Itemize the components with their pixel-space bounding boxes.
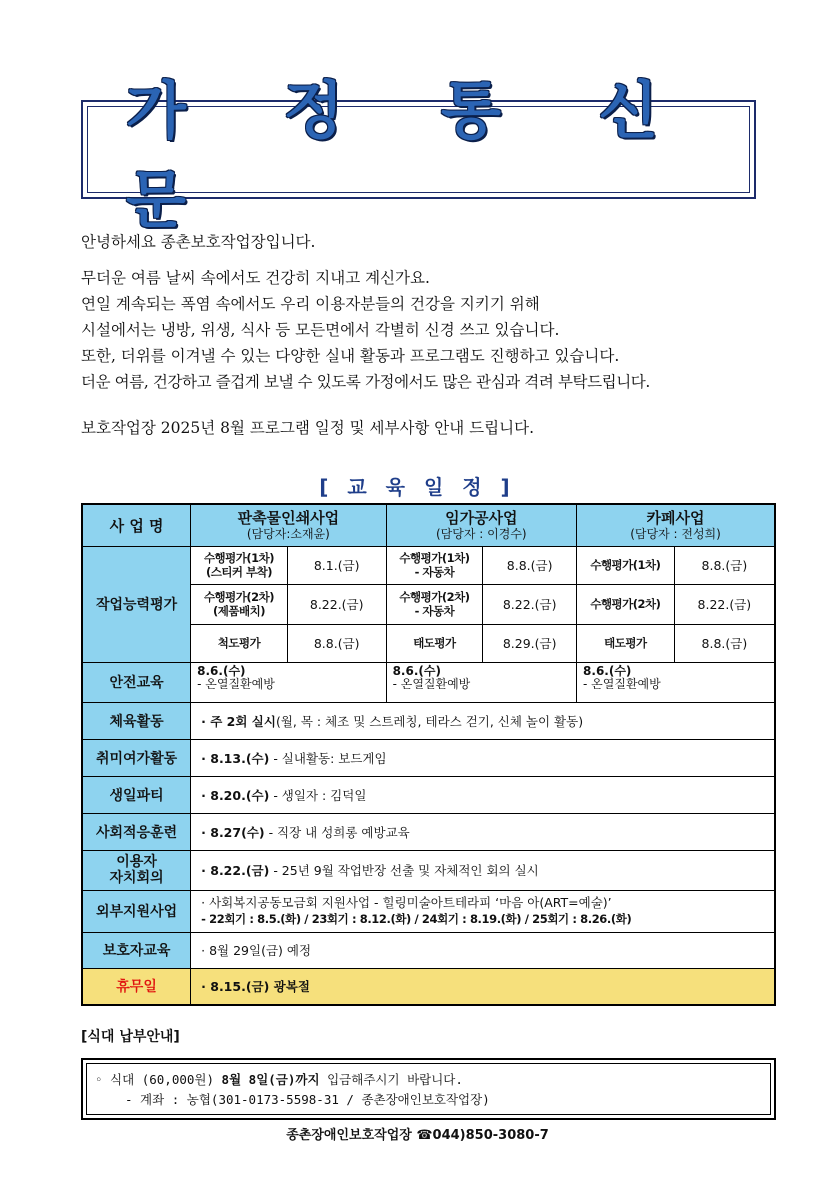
table-row <box>82 662 775 702</box>
safety-cell <box>386 662 576 702</box>
eval-name: 수행평가(1차) <box>577 546 675 584</box>
holiday-label: 휴무일 <box>82 968 191 1005</box>
column-header-cafe <box>577 504 775 546</box>
row-label: 체육활동 <box>82 702 191 739</box>
row-content: · 8.20.(수) - 생일자 : 김덕일 <box>191 776 775 813</box>
table-row <box>82 890 775 932</box>
meal-heading: [식대 납부안내] <box>81 1029 180 1045</box>
safety-date: 8.6.(수) <box>583 663 632 678</box>
eval-name: 수행평가(2차) (제품배치) <box>191 584 288 624</box>
eval-date: 8.1.(금) <box>287 546 386 584</box>
row-content: · 8.22.(금) - 25년 9월 작업반장 선출 및 자체적인 회의 실시 <box>191 850 775 890</box>
eval-label: 작업능력평가 <box>82 546 191 662</box>
guardian-content: · 8월 29일(금) 예정 <box>191 932 775 968</box>
eval-date: 8.22.(금) <box>287 584 386 624</box>
safety-desc: - 온열질환예방 <box>392 676 471 691</box>
row-content: · 8.13.(수) - 실내활동: 보드게임 <box>191 739 775 776</box>
intro-line-5: 더운 여름, 건강하고 즐겁게 보낼 수 있도록 가정에서도 많은 관심과 격려 부탁드립니다. <box>81 373 650 391</box>
holiday-content: · 8.15.(금) 광복절 <box>191 968 775 1005</box>
external-label: 외부지원사업 <box>82 890 191 932</box>
eval-name: 수행평가(2차) <box>577 584 675 624</box>
intro-line-4: 또한, 더위를 이겨낼 수 있는 다양한 실내 활동과 프로그램도 진행하고 있습니다. <box>81 347 620 365</box>
table-row <box>82 968 775 1005</box>
eval-date: 8.29.(금) <box>483 624 577 662</box>
row-label: 사회적응훈련 <box>82 813 191 850</box>
table-row <box>82 776 775 813</box>
safety-desc: - 온열질환예방 <box>197 676 275 691</box>
column-manager: (담당자:소재윤) <box>246 527 330 542</box>
title-inner-frame <box>87 73 750 236</box>
schedule-heading: [ 교 육 일 정 ] <box>319 475 516 499</box>
eval-date: 8.8.(금) <box>287 624 386 662</box>
row-label: 취미여가활동 <box>82 739 191 776</box>
table-row <box>82 546 775 584</box>
row-label: 이용자 자치회의 <box>82 850 191 890</box>
safety-cell <box>577 662 775 702</box>
intro-line-3: 시설에서는 냉방, 위생, 식사 등 모든면에서 각별히 신경 쓰고 있습니다. <box>81 321 560 339</box>
safety-cell <box>191 662 386 702</box>
row-label: 생일파티 <box>82 776 191 813</box>
eval-name: 수행평가(1차) - 자동차 <box>386 546 483 584</box>
footer-contact: 종촌장애인보호작업장 ☎044)850-3080-7 <box>286 1128 549 1143</box>
page-title: 가 정 통 신 문 <box>126 73 697 236</box>
meal-box <box>81 1058 776 1120</box>
table-row <box>82 850 775 890</box>
safety-label: 안전교육 <box>82 662 191 702</box>
table-row <box>82 702 775 739</box>
row-content: · 8.27(수) - 직장 내 성희롱 예방교육 <box>191 813 775 850</box>
header-label: 사 업 명 <box>82 504 191 546</box>
eval-name: 태도평가 <box>386 624 483 662</box>
column-manager: (담당자 : 전성희) <box>630 527 721 542</box>
table-row <box>82 813 775 850</box>
eval-date: 8.8.(금) <box>674 624 775 662</box>
external-line-1: · 사회복지공동모금회 지원사업 - 힐링미술아트테라피 ‘마음 아(ART=예술)’ <box>201 895 612 910</box>
eval-date: 8.8.(금) <box>674 546 775 584</box>
intro-line-1: 무더운 여름 날씨 속에서도 건강히 지내고 계신가요. <box>81 269 430 287</box>
guardian-label: 보호자교육 <box>82 932 191 968</box>
table-row <box>82 932 775 968</box>
intro-line-2: 연일 계속되는 폭염 속에서도 우리 이용자분들의 건강을 지키기 위해 <box>81 295 540 313</box>
greeting: 안녕하세요 종촌보호작업장입니다. <box>81 233 316 251</box>
meal-inner-frame <box>86 1063 771 1115</box>
safety-date: 8.6.(수) <box>197 663 246 678</box>
column-manager: (담당자 : 이경수) <box>436 527 527 542</box>
column-name: 카페사업 <box>646 509 705 528</box>
eval-name: 척도평가 <box>191 624 288 662</box>
column-name: 임가공사업 <box>445 509 518 528</box>
row-content: · 주 2회 실시(월, 목 : 체조 및 스트레칭, 테라스 걷기, 신체 놀이 활동) <box>191 702 775 739</box>
external-line-2: - 22회기 : 8.5.(화) / 23회기 : 8.12.(화) / 24회기 : 8.19.(화) / 25회기 : 8.26.(화) <box>201 912 632 926</box>
meal-account-line: - 계좌 : 농협(301-0173-5598-31 / 종촌장애인보호작업장) <box>125 1092 490 1107</box>
eval-date: 8.22.(금) <box>483 584 577 624</box>
eval-name: 수행평가(1차) (스티커 부착) <box>191 546 288 584</box>
meal-line-1: ◦ 식대 (60,000원) 8월 8일(금)까지 입금해주시기 바랍니다. <box>95 1072 463 1087</box>
table-header-row <box>82 504 775 546</box>
schedule-table <box>81 503 776 1006</box>
column-header-printing <box>191 504 386 546</box>
column-name: 판촉물인쇄사업 <box>237 509 340 528</box>
eval-name: 태도평가 <box>577 624 675 662</box>
column-header-assembly <box>386 504 576 546</box>
external-content <box>191 890 775 932</box>
title-box <box>81 73 756 236</box>
notice-line: 보호작업장 2025년 8월 프로그램 일정 및 세부사항 안내 드립니다. <box>81 419 535 437</box>
safety-desc: - 온열질환예방 <box>583 676 661 691</box>
table-row <box>82 739 775 776</box>
eval-date: 8.8.(금) <box>483 546 577 584</box>
eval-name: 수행평가(2차) - 자동차 <box>386 584 483 624</box>
safety-date: 8.6.(수) <box>392 663 441 678</box>
eval-date: 8.22.(금) <box>674 584 775 624</box>
